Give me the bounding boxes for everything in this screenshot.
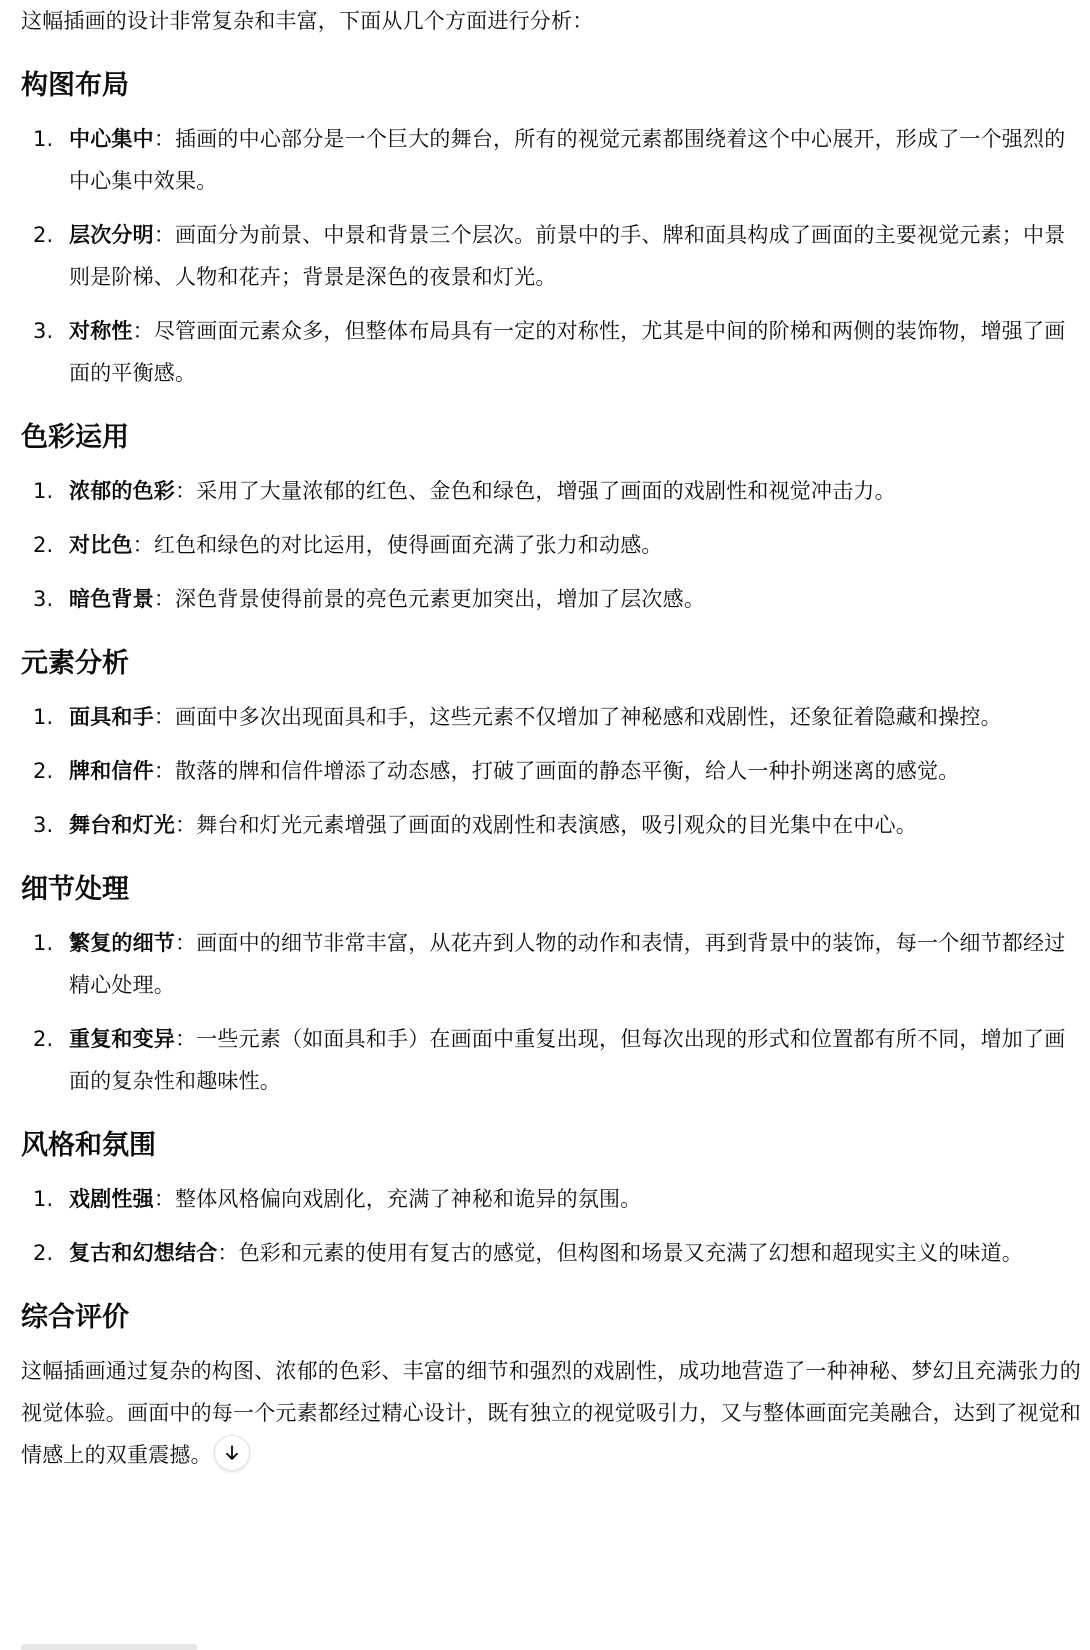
list-item xyxy=(21,524,1081,566)
list-item-term: 繁复的细节 xyxy=(69,931,175,955)
list-item-separator: ： xyxy=(153,1187,176,1211)
list-item-separator: ： xyxy=(175,479,197,503)
list-item-text: 散落的牌和信件增添了动态感，打破了画面的静态平衡，给人一种扑朔迷离的感觉。 xyxy=(175,759,960,783)
list-item-number: 2. xyxy=(33,759,54,783)
list-item xyxy=(21,310,1081,394)
list-item-number: 2. xyxy=(33,223,54,247)
message-content xyxy=(21,0,1081,1476)
list-item-term: 舞台和灯光 xyxy=(69,813,175,837)
numbered-list xyxy=(21,1178,1081,1274)
list-item-text: 插画的中心部分是一个巨大的舞台，所有的视觉元素都围绕着这个中心展开，形成了一个强烈的中心集中效果。 xyxy=(69,127,1066,193)
list-item-number: 1. xyxy=(33,127,54,151)
list-item-separator: ： xyxy=(153,127,176,151)
section-title: 色彩运用 xyxy=(21,422,129,453)
list-item-text: 采用了大量浓郁的红色、金色和绿色，增强了画面的戏剧性和视觉冲击力。 xyxy=(196,479,896,503)
list-item-term: 牌和信件 xyxy=(69,759,154,783)
numbered-list xyxy=(21,696,1081,846)
list-item-separator: ： xyxy=(153,759,176,783)
list-item-term: 对称性 xyxy=(69,319,133,343)
section-title: 细节处理 xyxy=(21,874,129,905)
list-item-separator: ： xyxy=(175,931,197,955)
list-item-text: 色彩和元素的使用有复古的感觉，但构图和场景又充满了幻想和超现实主义的味道。 xyxy=(238,1241,1024,1265)
list-item xyxy=(21,922,1081,1006)
list-item-number: 1. xyxy=(33,479,54,503)
list-item xyxy=(21,118,1081,202)
section-title: 风格和氛围 xyxy=(21,1130,156,1161)
list-item xyxy=(21,214,1081,298)
list-item-term: 对比色 xyxy=(69,533,133,557)
list-item-term: 重复和变异 xyxy=(69,1027,175,1051)
summary-body: 这幅插画通过复杂的构图、浓郁的色彩、丰富的细节和强烈的戏剧性，成功地营造了一种神秘、梦幻且充满张力的视觉体验。画面中的每一个元素都经过精心设计，既有独立的视觉吸引力，又与整体画面完美融合，达到了视觉和情感上的双重震撼。 xyxy=(21,1359,1081,1467)
numbered-list xyxy=(21,118,1081,394)
list-item-number: 1. xyxy=(33,1187,54,1211)
list-item-term: 复古和幻想结合 xyxy=(69,1241,218,1265)
list-item-text: 深色背景使得前景的亮色元素更加突出，增加了层次感。 xyxy=(175,587,706,611)
list-item-text: 画面中多次出现面具和手，这些元素不仅增加了神秘感和戏剧性，还象征着隐藏和操控。 xyxy=(175,705,1002,729)
list-item xyxy=(21,804,1081,846)
list-item-separator: ： xyxy=(175,1027,197,1051)
list-item-separator: ： xyxy=(153,223,176,247)
list-item-number: 3. xyxy=(33,813,54,837)
list-item-separator: ： xyxy=(217,1241,239,1265)
list-item-number: 3. xyxy=(33,587,54,611)
list-item-term: 层次分明 xyxy=(69,223,154,247)
list-item-separator: ： xyxy=(132,533,154,557)
arrow-down-icon xyxy=(222,1443,242,1463)
list-item-separator: ： xyxy=(153,587,176,611)
list-item-text: 整体风格偏向戏剧化，充满了神秘和诡异的氛围。 xyxy=(175,1187,642,1211)
list-item-number: 1. xyxy=(33,931,54,955)
list-item-term: 面具和手 xyxy=(69,705,154,729)
list-item-separator: ： xyxy=(132,319,154,343)
list-item xyxy=(21,1018,1081,1102)
list-item-text: 一些元素（如面具和手）在画面中重复出现，但每次出现的形式和位置都有所不同，增加了画面的复杂性和趣味性。 xyxy=(69,1027,1066,1093)
section-title: 构图布局 xyxy=(21,70,129,101)
intro-text: 这幅插画的设计非常复杂和丰富，下面从几个方面进行分析： xyxy=(21,9,594,33)
list-item xyxy=(21,470,1081,512)
list-item xyxy=(21,696,1081,738)
list-item-term: 中心集中 xyxy=(69,127,154,151)
list-item xyxy=(21,1232,1081,1274)
list-item-term: 浓郁的色彩 xyxy=(69,479,175,503)
list-item-number: 3. xyxy=(33,319,54,343)
list-item-number: 2. xyxy=(33,1027,54,1051)
section-title: 综合评价 xyxy=(21,1302,129,1333)
list-item xyxy=(21,578,1081,620)
numbered-list xyxy=(21,470,1081,620)
list-item-text: 舞台和灯光元素增强了画面的戏剧性和表演感，吸引观众的目光集中在中心。 xyxy=(196,813,917,837)
list-item-number: 2. xyxy=(33,533,54,557)
list-item-number: 1. xyxy=(33,705,54,729)
section-title: 元素分析 xyxy=(21,648,129,679)
list-item-text: 画面中的细节非常丰富，从花卉到人物的动作和表情，再到背景中的装饰，每一个细节都经过精心处理。 xyxy=(69,931,1066,997)
list-item-text: 红色和绿色的对比运用，使得画面充满了张力和动感。 xyxy=(153,533,663,557)
list-item-term: 暗色背景 xyxy=(69,587,154,611)
list-item-separator: ： xyxy=(175,813,197,837)
list-item-number: 2. xyxy=(33,1241,54,1265)
scroll-to-bottom-button[interactable] xyxy=(214,1435,250,1471)
numbered-list xyxy=(21,922,1081,1102)
list-item xyxy=(21,750,1081,792)
bottom-edge-bar xyxy=(21,1644,197,1650)
summary-text xyxy=(21,1350,1081,1476)
list-item-text: 画面分为前景、中景和背景三个层次。前景中的手、牌和面具构成了画面的主要视觉元素；中景则是阶梯、人物和花卉；背景是深色的夜景和灯光。 xyxy=(69,223,1066,289)
list-item-text: 尽管画面元素众多，但整体布局具有一定的对称性，尤其是中间的阶梯和两侧的装饰物，增强了画面的平衡感。 xyxy=(69,319,1066,385)
list-item-separator: ： xyxy=(153,705,176,729)
sections-container xyxy=(21,68,1081,1336)
list-item xyxy=(21,1178,1081,1220)
list-item-term: 戏剧性强 xyxy=(69,1187,154,1211)
